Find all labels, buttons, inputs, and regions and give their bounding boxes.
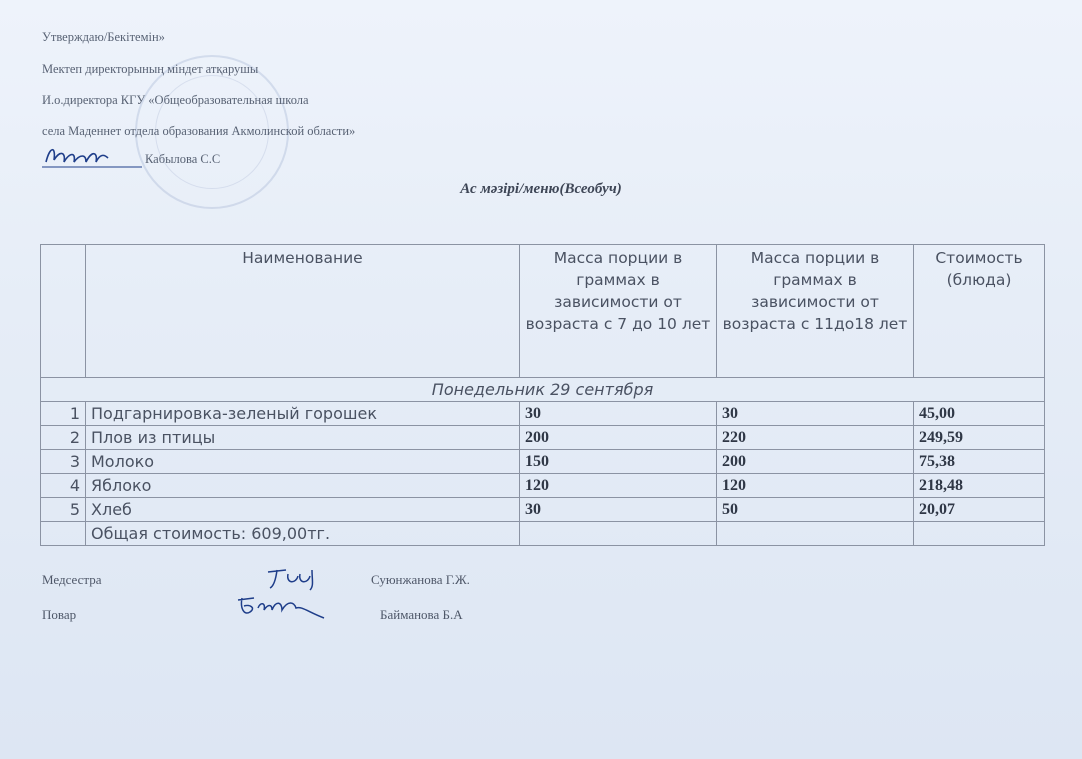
acting-director-line: И.о.директора КГУ «Общеобразовательная школа xyxy=(42,93,309,107)
dish-cost: 20,07 xyxy=(914,498,1045,522)
cook-signature xyxy=(232,590,332,624)
total-cost: Общая стоимость: 609,00тг. xyxy=(86,522,520,546)
day-row xyxy=(41,378,1045,402)
dish-name: Молоко xyxy=(86,450,520,474)
col-header-mass-11-18: Масса порции в граммах в зависимости от возраста с 11до18 лет xyxy=(717,245,914,378)
table-row xyxy=(41,402,1045,426)
dish-name: Хлеб xyxy=(86,498,520,522)
total-row xyxy=(41,522,1045,546)
row-number: 4 xyxy=(41,474,86,498)
nurse-signature xyxy=(262,564,332,592)
nurse-name: Суюнжанова Г.Ж. xyxy=(371,572,470,587)
mass-7-10: 120 xyxy=(520,474,717,498)
director-name: Кабылова С.С xyxy=(145,152,221,166)
dish-cost: 218,48 xyxy=(914,474,1045,498)
dish-cost: 45,00 xyxy=(914,402,1045,426)
approval-line: Утверждаю/Бекітемін» xyxy=(42,30,165,44)
director-signature xyxy=(42,140,142,172)
table-row xyxy=(41,450,1045,474)
col-header-name: Наименование xyxy=(86,245,520,378)
mass-11-18: 120 xyxy=(717,474,914,498)
table-row xyxy=(41,498,1045,522)
row-number: 3 xyxy=(41,450,86,474)
director-position-line: Мектеп директорының міндет атқарушы xyxy=(42,62,259,76)
mass-7-10: 30 xyxy=(520,498,717,522)
dish-name: Плов из птицы xyxy=(86,426,520,450)
mass-11-18: 220 xyxy=(717,426,914,450)
row-number: 1 xyxy=(41,402,86,426)
dish-cost: 75,38 xyxy=(914,450,1045,474)
mass-7-10: 200 xyxy=(520,426,717,450)
cook-name: Байманова Б.А xyxy=(380,607,463,622)
col-header-number xyxy=(41,245,86,378)
school-name-line: села Маденнет отдела образования Акмолинской области» xyxy=(42,124,356,138)
dish-name: Яблоко xyxy=(86,474,520,498)
mass-11-18: 30 xyxy=(717,402,914,426)
cook-role: Повар xyxy=(42,607,77,622)
mass-7-10: 150 xyxy=(520,450,717,474)
table-row xyxy=(41,426,1045,450)
row-number: 2 xyxy=(41,426,86,450)
menu-table xyxy=(40,244,1045,546)
mass-11-18: 200 xyxy=(717,450,914,474)
document-title: Ас мәзірі/меню(Всеобуч) xyxy=(460,181,622,197)
mass-7-10: 30 xyxy=(520,402,717,426)
mass-11-18: 50 xyxy=(717,498,914,522)
nurse-role: Медсестра xyxy=(42,572,102,587)
day-label: Понедельник 29 сентября xyxy=(41,378,1045,402)
table-header-row xyxy=(41,245,1045,378)
col-header-mass-7-10: Масса порции в граммах в зависимости от возраста с 7 до 10 лет xyxy=(520,245,717,378)
row-number: 5 xyxy=(41,498,86,522)
col-header-cost: Стоимость (блюда) xyxy=(914,245,1045,378)
dish-cost: 249,59 xyxy=(914,426,1045,450)
table-row xyxy=(41,474,1045,498)
dish-name: Подгарнировка-зеленый горошек xyxy=(86,402,520,426)
